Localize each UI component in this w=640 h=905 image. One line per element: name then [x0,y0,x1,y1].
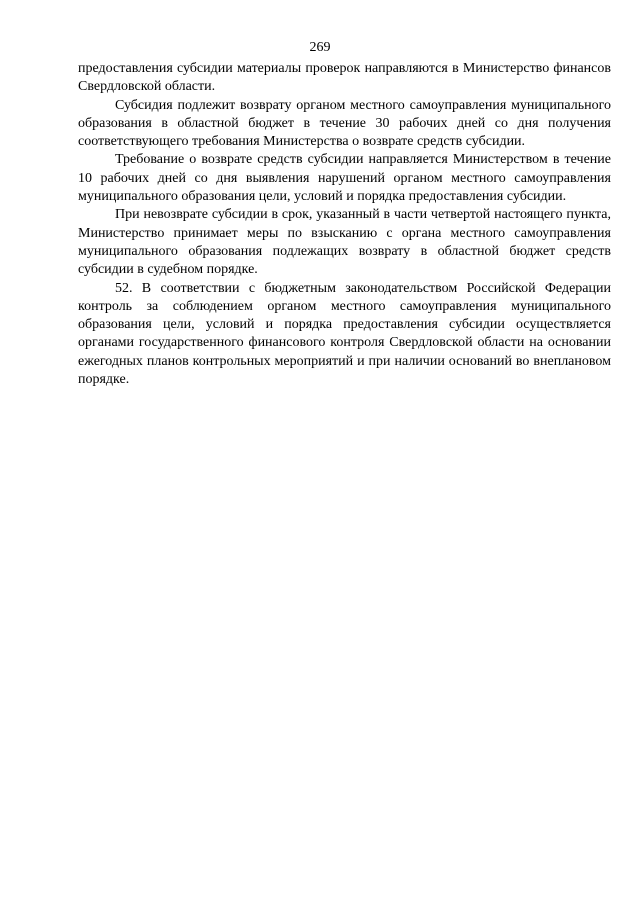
paragraph-subsidy-return: Субсидия подлежит возврату органом местного самоуправления муниципального образования в областной бюджет в течение 30 рабочих дней со дня получения соответствующего требования Министерства о возврате средств субсидии. [78,97,611,150]
document-body [78,60,611,389]
paragraph-return-requirement: Требование о возврате средств субсидии направляется Министерством в течение 10 рабочих дней со дня выявления нарушений органом местного самоуправления муниципального образования цели, условий и порядка предоставления субсидии. [78,152,611,205]
paragraph-item-52: 52. В соответствии с бюджетным законодательством Российской Федерации контроль за соблюдением органом местного самоуправления муниципального образования цели, условий и порядка предоставления субсидии осуществляется органами государственного финансового контроля Свердловской области на основании ежегодных планов контрольных мероприятий и при наличии оснований во внеплановом порядке. [78,280,611,388]
paragraph-continuation: предоставления субсидии материалы проверок направляются в Министерство финансов Свердловской области. [78,61,611,95]
paragraph-non-return-measures: При невозврате субсидии в срок, указанный в части четвертой настоящего пункта, Министерство принимает меры по взысканию с органа местного самоуправления муниципального образования подлежащих возврату в областной бюджет средств субсидии в судебном порядке. [78,207,611,278]
page-number: 269 [309,40,331,55]
